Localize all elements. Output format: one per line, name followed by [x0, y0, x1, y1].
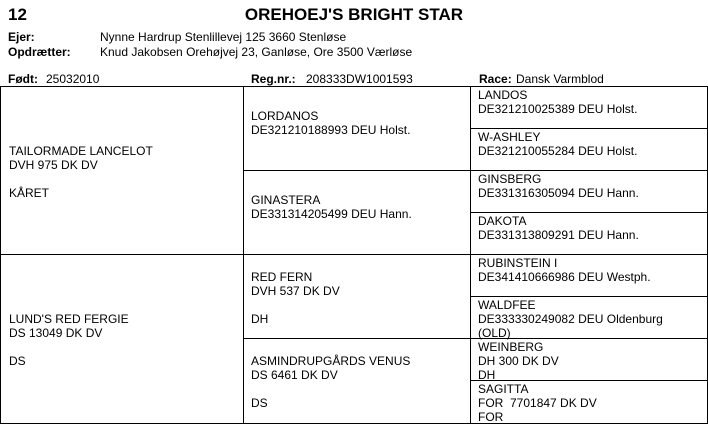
grid-bottom-line	[0, 423, 708, 424]
dsd-note: (OLD)	[478, 326, 511, 340]
ddd-cell	[478, 382, 597, 424]
owner-label: Ejer:	[8, 30, 35, 44]
dss-cell	[478, 256, 651, 284]
grid-line-g3-2	[470, 212, 708, 213]
born-value: 25032010	[46, 72, 100, 86]
dds-cell	[478, 340, 559, 382]
sire-cell	[9, 144, 153, 200]
grid-col1-divider	[243, 86, 244, 424]
dam-dam-reg: DS 6461 DK DV	[251, 368, 338, 382]
owner-value: Nynne Hardrup Stenlillevej 125 3660 Stenløse	[100, 30, 347, 44]
grid-line-g2-top	[243, 170, 708, 171]
sss-name: LANDOS	[478, 88, 528, 102]
breeder-value: Knud Jakobsen Orehøjvej 23, Ganløse, Ore 3500 Værløse	[100, 45, 413, 59]
ddd-note: FOR	[478, 410, 504, 424]
sire-sire-cell	[251, 109, 410, 137]
sds-name: GINSBERG	[478, 172, 542, 186]
ddd-reg: FOR 7701847 DK DV	[478, 396, 597, 410]
dam-dam-cell	[251, 354, 410, 410]
breeder-label: Opdrætter:	[8, 45, 71, 59]
sdd-reg: DE331313809291 DEU Hann.	[478, 228, 639, 242]
dds-reg: DH 300 DK DV	[478, 354, 559, 368]
ssd-cell	[478, 130, 637, 158]
grid-col2-divider	[470, 86, 471, 424]
sire-sire-reg: DE321210188993 DEU Holst.	[251, 123, 411, 137]
sdd-cell	[478, 214, 639, 242]
grid-line-g3-3	[470, 296, 708, 297]
reg-value: 208333DW1001593	[306, 72, 413, 86]
dam-sire-name: RED FERN	[251, 270, 313, 284]
sss-reg: DE321210025389 DEU Holst.	[478, 102, 638, 116]
dsd-cell	[478, 298, 663, 340]
dds-name: WEINBERG	[478, 340, 544, 354]
sire-reg: DVH 975 DK DV	[9, 158, 98, 172]
dss-reg: DE341410666986 DEU Westph.	[478, 270, 651, 284]
race-label: Race:	[479, 72, 512, 86]
sire-dam-name: GINASTERA	[251, 193, 321, 207]
sire-dam-reg: DE331314205499 DEU Hann.	[251, 207, 412, 221]
dsd-name: WALDFEE	[478, 298, 536, 312]
dam-sire-reg: DVH 537 DK DV	[251, 284, 340, 298]
ddd-name: SAGITTA	[478, 382, 529, 396]
catalog-number: 12	[8, 5, 27, 24]
dss-name: RUBINSTEIN I	[478, 256, 558, 270]
sss-cell	[478, 88, 637, 116]
grid-line-g3-1	[470, 128, 708, 129]
ssd-reg: DE321210055284 DEU Holst.	[478, 144, 638, 158]
dsd-reg: DE333330249082 DEU Oldenburg	[478, 312, 663, 326]
race-value: Dansk Varmblod	[516, 72, 604, 86]
grid-mid-line	[0, 254, 708, 255]
sire-dam-cell	[251, 193, 412, 221]
dam-reg: DS 13049 DK DV	[9, 326, 103, 340]
reg-label: Reg.nr.:	[251, 72, 296, 86]
dam-cell	[9, 312, 129, 368]
dam-dam-note: DS	[251, 396, 268, 410]
dam-sire-cell	[251, 270, 340, 326]
sds-cell	[478, 172, 639, 200]
sds-reg: DE331316305094 DEU Hann.	[478, 186, 639, 200]
sire-note: KÅRET	[9, 186, 50, 200]
sdd-name: DAKOTA	[478, 214, 527, 228]
ssd-name: W-ASHLEY	[478, 130, 541, 144]
grid-left-border	[0, 86, 1, 424]
sire-name: TAILORMADE LANCELOT	[9, 144, 153, 158]
dam-dam-name: ASMINDRUPGÅRDS VENUS	[251, 354, 411, 368]
horse-title: OREHOEJ'S BRIGHT STAR	[244, 5, 464, 24]
dds-note: DH	[478, 368, 496, 382]
dam-note: DS	[9, 354, 26, 368]
born-label: Født:	[8, 72, 38, 86]
dam-name: LUND'S RED FERGIE	[9, 312, 129, 326]
dam-sire-note: DH	[251, 312, 269, 326]
sire-sire-name: LORDANOS	[251, 109, 319, 123]
grid-top-line	[0, 86, 708, 87]
